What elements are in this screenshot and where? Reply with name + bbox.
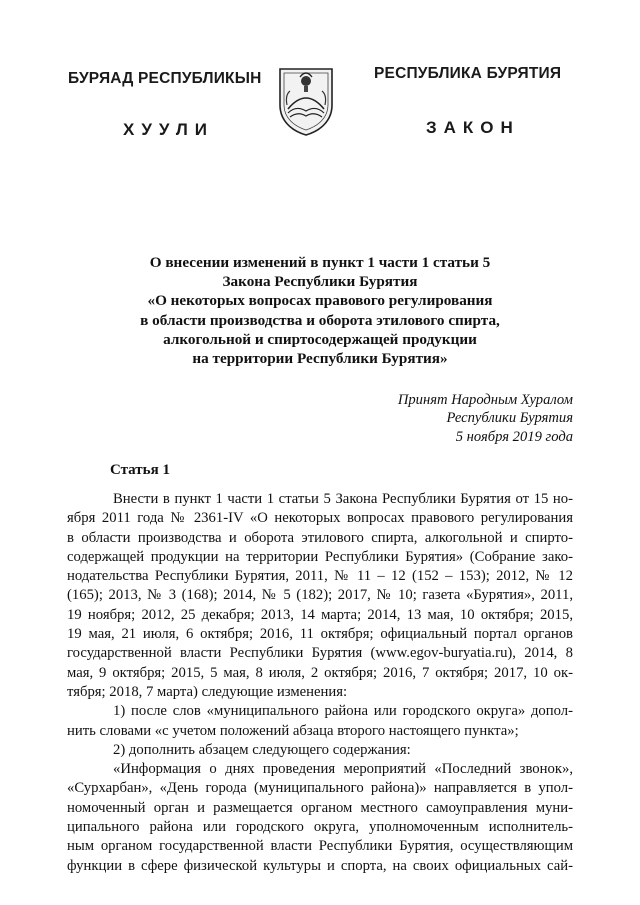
body-line: «Информация о днях проведения мероприятий «Последний звонок»,: [113, 761, 573, 778]
title-line: алкогольной и спиртосодержащей продукции: [163, 330, 477, 348]
body-line: ципального района или городского округа, уполномоченным исполнитель-: [67, 819, 573, 836]
body-line: номоченный орган и размещается органом местного самоуправления муни-: [67, 799, 573, 816]
body-line: ным органом государственной власти Республики Бурятия, осуществляющим: [67, 838, 573, 855]
article-body: [67, 490, 573, 876]
title-line: на территории Республики Бурятия»: [192, 350, 448, 368]
body-line: в области производства и оборота этилового спирта, алкогольной и спирто-: [67, 529, 573, 546]
body-line: функции в сфере физической культуры и спорта, на своих официальных сай-: [67, 857, 573, 874]
adoption-info: [398, 391, 573, 446]
adoption-line: Принят Народным Хуралом: [397, 392, 573, 408]
title-line: в области производства и оборота этилового спирта,: [140, 311, 500, 329]
body-line: 19 мая, 21 июля, 6 октября; 2016, 11 октября; официальный портал органов: [67, 626, 573, 643]
body-line: «Сурхарбан», «День города (муниципального района)» направляется в упол-: [67, 780, 573, 797]
body-line: ября 2011 года № 2361-IV «О некоторых вопросах правового регулирования: [67, 510, 573, 527]
body-line: мая, 9 октября; 2015, 5 мая, 8 июля, 2 октября; 2016, 7 октября; 2017, 10 ок-: [67, 664, 573, 681]
body-line: Внести в пункт 1 части 1 статьи 5 Закона Республики Бурятия от 15 но-: [113, 491, 573, 507]
body-line: 2) дополнить абзацем следующего содержания:: [113, 741, 411, 758]
law-title: [120, 253, 520, 368]
header-right-title: РЕСПУБЛИКА БУРЯТИЯ: [374, 65, 562, 82]
article-heading: Статья 1: [110, 462, 170, 478]
title-line: О внесении изменений в пункт 1 части 1 статьи 5: [149, 254, 491, 271]
title-line: Закона Республики Бурятия: [222, 273, 418, 291]
adoption-line: Республики Бурятия: [446, 410, 573, 427]
header-right-doc-type: ЗАКОН: [426, 118, 520, 137]
adoption-line: 5 ноября 2019 года: [455, 428, 573, 445]
body-line: 1) после слов «муниципального района или городского округа» допол-: [113, 703, 573, 720]
body-line: нить словами «с учетом положений абзаца второго настоящего пункта»;: [67, 722, 519, 739]
body-line: государственной власти Республики Бурятия (www.egov-buryatia.ru), 2014, 8: [67, 645, 573, 662]
buryatia-coat-of-arms-icon: [274, 65, 338, 137]
body-line: 19 ноября; 2012, 25 декабря; 2013, 14 марта; 2014, 13 мая, 10 октября; 2015,: [67, 606, 573, 623]
body-line: содержащей продукции на территории Республики Бурятия» (Собрание зако-: [67, 548, 573, 565]
header-left-doc-type: ХУУЛИ: [123, 120, 214, 139]
header-left-title: БУРЯАД РЕСПУБЛИКЫН: [68, 70, 262, 87]
title-line: «О некоторых вопросах правового регулирования: [147, 292, 493, 310]
body-line: тября; 2018, 7 марта) следующие изменения:: [67, 683, 348, 700]
body-line: (165); 2013, № 3 (168); 2014, № 5 (182); 2017, № 10; газета «Бурятия», 2011,: [67, 587, 573, 604]
body-line: нодательства Республики Бурятия, 2011, № 11 – 12 (152 – 153); 2012, № 12: [67, 568, 573, 585]
